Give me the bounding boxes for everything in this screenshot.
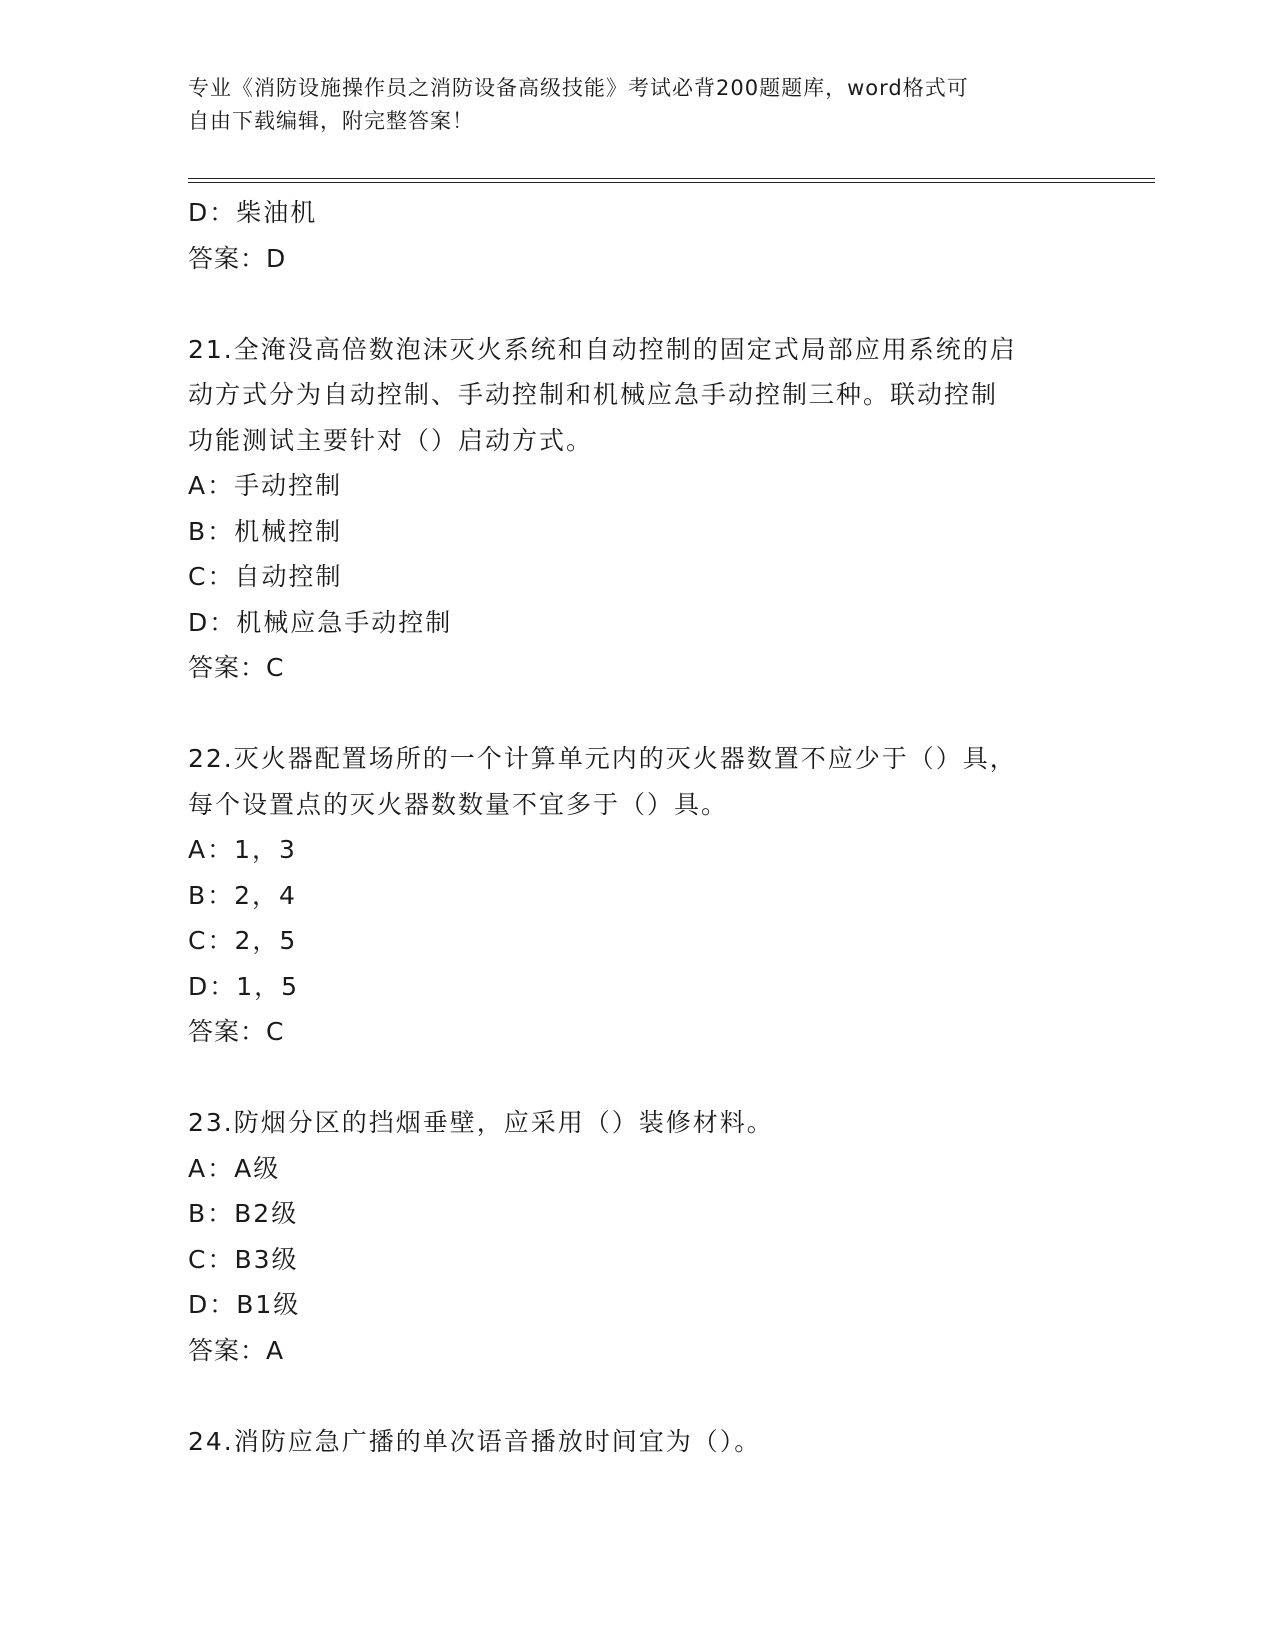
option-a: A：手动控制 bbox=[188, 471, 343, 500]
option-a: A：1，3 bbox=[188, 835, 297, 864]
answer: 答案：D bbox=[188, 243, 287, 273]
question-stem: 24.消防应急广播的单次语音播放时间宜为（）。 bbox=[188, 1426, 762, 1456]
option-c: C：2，5 bbox=[188, 926, 298, 955]
header-line-1: 专业《消防设施操作员之消防设备高级技能》考试必背200题题库，word格式可 bbox=[188, 76, 969, 100]
document-header bbox=[188, 72, 1088, 138]
question-stem: 动方式分为自动控制、手动控制和机械应急手动控制三种。联动控制 bbox=[188, 380, 999, 409]
option-b: B：机械控制 bbox=[188, 516, 343, 546]
option-d: D：柴油机 bbox=[188, 198, 318, 227]
question-stem: 23.防烟分区的挡烟垂壁，应采用（）装修材料。 bbox=[188, 1108, 774, 1137]
option-d: D：B1级 bbox=[188, 1290, 301, 1319]
question-stem: 21.全淹没高倍数泡沫灭火系统和自动控制的固定式局部应用系统的启 bbox=[188, 334, 1017, 364]
option-b: B：2，4 bbox=[188, 880, 297, 910]
option-d: D：机械应急手动控制 bbox=[188, 607, 453, 637]
answer: 答案：A bbox=[188, 1335, 285, 1365]
header-divider-top bbox=[188, 178, 1155, 179]
question-21 bbox=[188, 327, 1088, 691]
question-23 bbox=[188, 1100, 1088, 1373]
spacer bbox=[188, 1055, 1088, 1101]
option-c: C：自动控制 bbox=[188, 562, 343, 591]
option-d: D：1，5 bbox=[188, 971, 300, 1001]
question-stem: 功能测试主要针对（）启动方式。 bbox=[188, 425, 594, 455]
option-c: C：B3级 bbox=[188, 1244, 299, 1274]
header-divider-bottom bbox=[188, 182, 1155, 183]
spacer bbox=[188, 1373, 1088, 1419]
question-24 bbox=[188, 1419, 1088, 1465]
option-a: A：A级 bbox=[188, 1153, 281, 1183]
spacer bbox=[188, 281, 1088, 327]
question-22 bbox=[188, 736, 1088, 1055]
answer: 答案：C bbox=[188, 1017, 285, 1046]
question-stem: 22.灭火器配置场所的一个计算单元内的灭火器数置不应少于（）具， bbox=[188, 744, 1017, 773]
spacer bbox=[188, 691, 1088, 737]
header-line-2: 自由下载编辑，附完整答案！ bbox=[188, 109, 474, 133]
option-b: B：B2级 bbox=[188, 1199, 299, 1228]
question-list bbox=[188, 190, 1088, 1464]
answer: 答案：C bbox=[188, 653, 285, 682]
question-stem: 每个设置点的灭火器数数量不宜多于（）具。 bbox=[188, 789, 729, 819]
